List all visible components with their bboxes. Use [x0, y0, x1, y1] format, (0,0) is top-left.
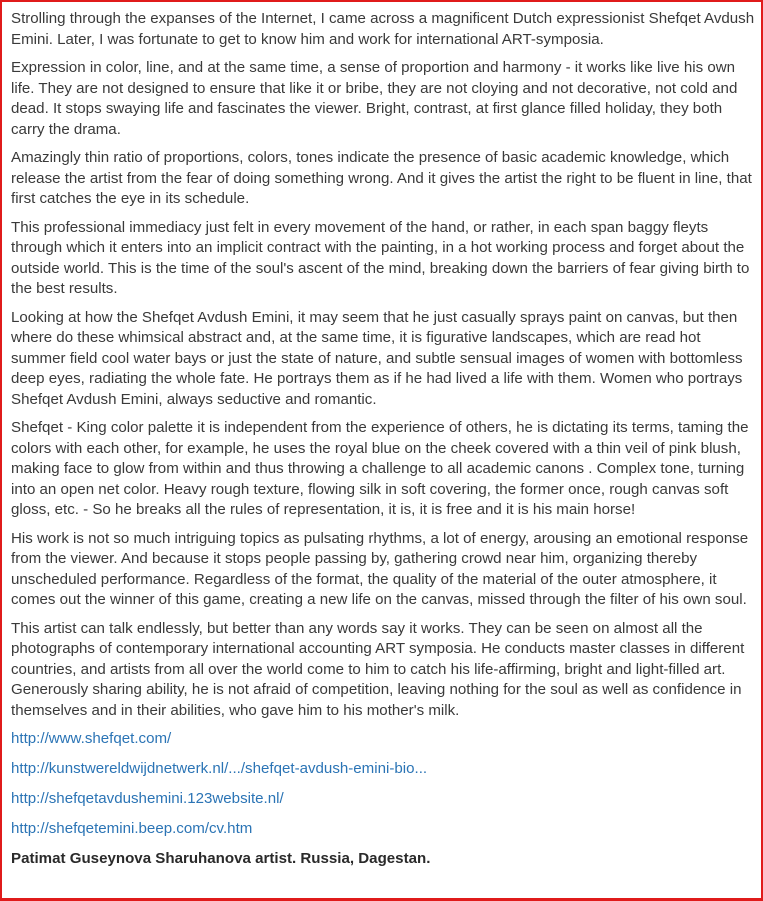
paragraph-technique: Looking at how the Shefqet Avdush Emini, it may seem that he just casually sprays paint on canvas, but then where do these whimsical abstract and, at the same time, it is figurative landscapes, which are read hot summer field cool water bays or just the state of nature, and subtle sensual images of women with bottomless deep eyes, radiating the whole fate. He portrays them as if he had lived a life with them. Women who portrays Shefqet Avdush Emini, always seductive and romantic. — [11, 308, 743, 408]
paragraph-intro: Strolling through the expanses of the Internet, I came across a magnificent Dutch expressionist Shefqet Avdush Emini. Later, I was fortunate to get to know him and work for international ART-symposia. — [11, 10, 755, 48]
link-123website[interactable]: http://shefqetavdushemini.123website.nl/ — [11, 790, 284, 807]
link-item — [11, 819, 759, 839]
link-beep-cv[interactable]: http://shefqetemini.beep.com/cv.htm — [11, 820, 253, 837]
paragraph-rhythms: His work is not so much intriguing topics as pulsating rhythms, a lot of energy, arousing an emotional response from the viewer. And because it stops people passing by, gathering crowd near him, organizing thereby unscheduled performance. Regardless of the format, the quality of the material of the outer atmosphere, it comes out the winner of this game, creating a new life on the canvas, missed through the filter of his own soul. — [11, 529, 749, 608]
author-signature: Patimat Guseynova Sharuhanova artist. Russia, Dagestan. — [11, 850, 431, 867]
link-item — [11, 759, 759, 779]
paragraph-color-palette: Shefqet - King color palette it is independent from the experience of others, he is dictating its terms, taming the colors with each other, for example, he uses the royal blue on the cheek covered with a thin veil of pink blush, making face to glow from within and thus throwing a challenge to all academic canons . Complex tone, turning into an open net color. Heavy rough texture, flowing silk in soft covering, the former once, rough canvas soft gloss, etc. - So he breaks all the rules of representation, it is, it is free and it is his main horse! — [11, 419, 749, 518]
link-kunstwereldwijd-bio[interactable]: http://kunstwereldwijdnetwerk.nl/.../shefqet-avdush-emini-bio... — [11, 760, 428, 777]
paragraph-symposia: This artist can talk endlessly, but better than any words say it works. They can be seen on almost all the photographs of contemporary international accounting ART symposia. He conducts master classes in different countries, and artists from all over the world come to him to catch his life-affirming, bright and light-filled art. Generously sharing ability, he is not afraid of competition, leaving nothing for the soul as well as confidence in themselves and in their abilities, who gave him to his mother's milk. — [11, 619, 745, 719]
paragraph-immediacy: This professional immediacy just felt in every movement of the hand, or rather, in each span baggy fleyts through which it enters into an implicit contract with the painting, in a hot working process and forget about the outside world. This is the time of the soul's ascent of the mind, breaking down the barriers of fear giving birth to the best results. — [11, 218, 750, 297]
link-shefqet-site[interactable]: http://www.shefqet.com/ — [11, 730, 172, 747]
link-item — [11, 729, 759, 749]
link-item — [11, 789, 759, 809]
article-body — [11, 9, 759, 870]
paragraph-expression: Expression in color, line, and at the same time, a sense of proportion and harmony - it works like live his own life. They are not designed to ensure that like it or bribe, they are not cloying and not decorative, not cold and dead. It stops swaying life and fascinates the viewer. Bright, contrast, at first glance filled holiday, they both carry the drama. — [11, 59, 738, 138]
paragraph-proportions: Amazingly thin ratio of proportions, colors, tones indicate the presence of basic academic knowledge, which release the artist from the fear of doing something wrong. And it gives the artist the right to be fluent in line, that first catches the eye in its schedule. — [11, 149, 752, 207]
